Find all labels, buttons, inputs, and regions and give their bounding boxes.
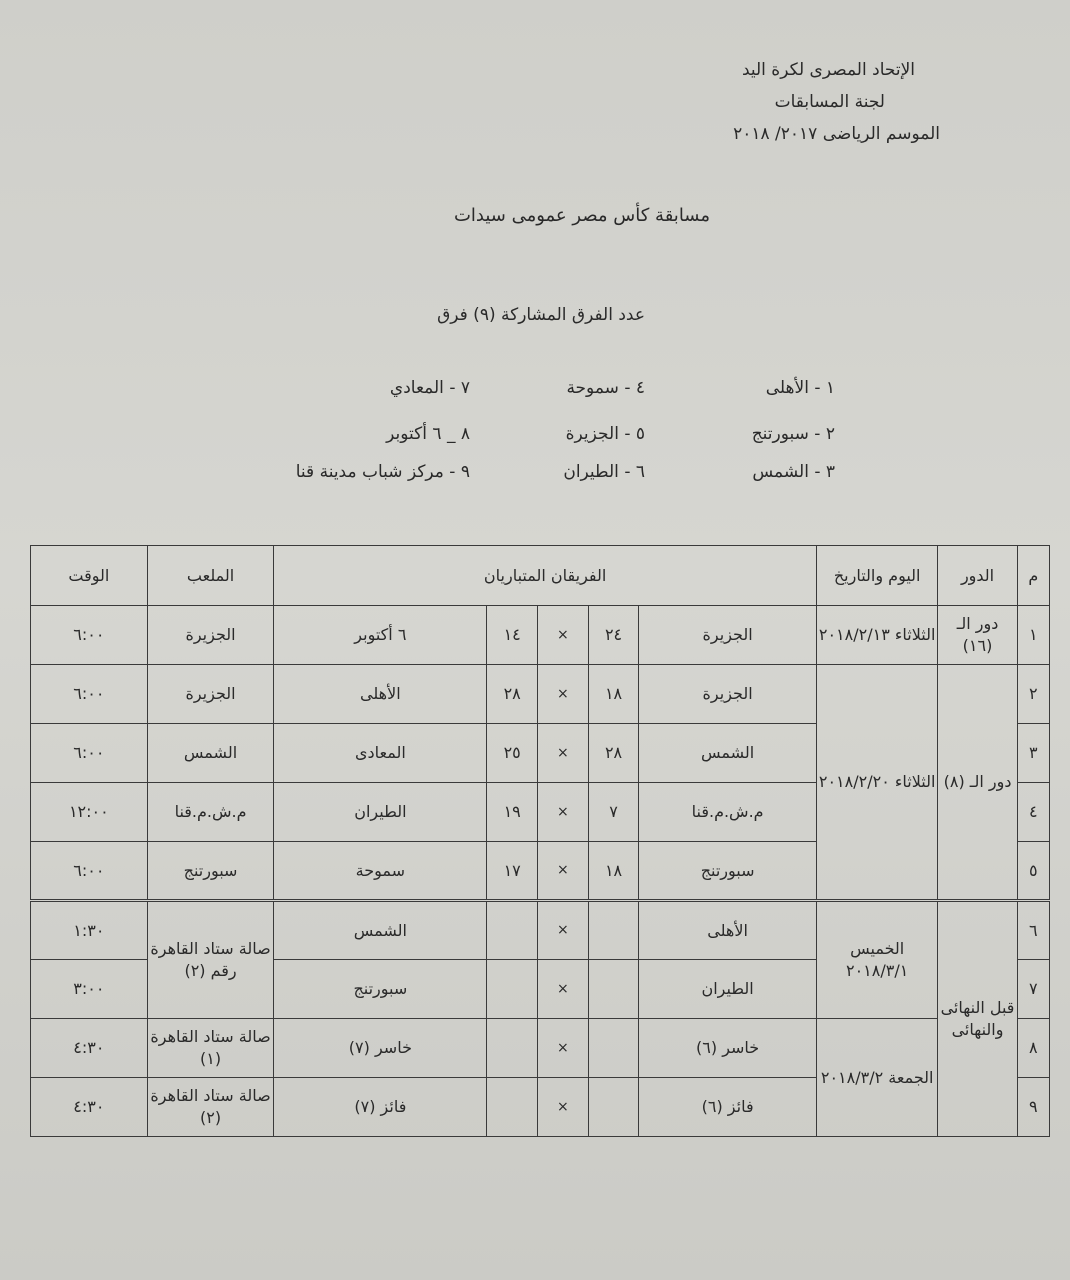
team-item: ٥ - الجزيرة xyxy=(565,424,645,444)
cell-score1 xyxy=(588,960,639,1019)
cell-time: ١:٣٠ xyxy=(31,901,148,960)
teams-count: عدد الفرق المشاركة (٩) فرق xyxy=(437,305,645,325)
cell-score1: ٧ xyxy=(588,783,639,842)
cell-team1: م.ش.م.قنا xyxy=(639,783,816,842)
cell-time: ٦:٠٠ xyxy=(31,665,148,724)
cell-vs: × xyxy=(538,901,589,960)
cell-num: ٤ xyxy=(1017,783,1049,842)
cell-venue: الجزيرة xyxy=(147,665,274,724)
header-venue: الملعب xyxy=(147,546,274,606)
cell-team1: فائز (٦) xyxy=(639,1078,816,1137)
cell-score2: ١٧ xyxy=(487,842,538,901)
cell-team2: الأهلى xyxy=(274,665,487,724)
table-row xyxy=(31,1019,1050,1078)
cell-score1: ٢٤ xyxy=(588,606,639,665)
cell-venue: صالة ستاد القاهرة رقم (٢) xyxy=(147,901,274,1019)
cell-time: ٤:٣٠ xyxy=(31,1078,148,1137)
federation-name: الإتحاد المصرى لكرة اليد xyxy=(741,60,915,80)
header-round: الدور xyxy=(938,546,1017,606)
cell-team2: سبورتنج xyxy=(274,960,487,1019)
cell-vs: × xyxy=(538,665,589,724)
team-item: ٧ - المعادي xyxy=(389,378,470,398)
team-item: ١ - الأهلى xyxy=(765,378,835,398)
cell-venue: الجزيرة xyxy=(147,606,274,665)
cell-vs: × xyxy=(538,1078,589,1137)
cell-num: ٩ xyxy=(1017,1078,1049,1137)
header-num: م xyxy=(1017,546,1049,606)
cell-team1: سبورتنج xyxy=(639,842,816,901)
cell-score2: ٢٥ xyxy=(487,724,538,783)
committee-name: لجنة المسابقات xyxy=(774,92,885,112)
cell-venue: م.ش.م.قنا xyxy=(147,783,274,842)
cell-score1 xyxy=(588,1078,639,1137)
cell-team1: خاسر (٦) xyxy=(639,1019,816,1078)
cell-time: ٣:٠٠ xyxy=(31,960,148,1019)
header-date: اليوم والتاريخ xyxy=(816,546,938,606)
cell-time: ٦:٠٠ xyxy=(31,842,148,901)
cell-num: ٧ xyxy=(1017,960,1049,1019)
cell-team2: فائز (٧) xyxy=(274,1078,487,1137)
cell-score2 xyxy=(487,1019,538,1078)
cell-score1: ١٨ xyxy=(588,665,639,724)
cell-venue: الشمس xyxy=(147,724,274,783)
cell-team1: الشمس xyxy=(639,724,816,783)
cell-score1 xyxy=(588,1019,639,1078)
cell-num: ٢ xyxy=(1017,665,1049,724)
cell-vs: × xyxy=(538,783,589,842)
team-item: ٤ - سموحة xyxy=(566,378,645,398)
cell-score2 xyxy=(487,1078,538,1137)
cell-score2 xyxy=(487,901,538,960)
header-time: الوقت xyxy=(31,546,148,606)
table-row xyxy=(31,606,1050,665)
cell-round: قبل النهائى والنهائى xyxy=(938,901,1017,1137)
cell-vs: × xyxy=(538,724,589,783)
schedule-table xyxy=(30,545,1050,1137)
cell-num: ٣ xyxy=(1017,724,1049,783)
cell-team1: الجزيرة xyxy=(639,606,816,665)
team-item: ٣ - الشمس xyxy=(752,462,835,482)
cell-time: ٦:٠٠ xyxy=(31,606,148,665)
competition-title: مسابقة كأس مصر عمومى سيدات xyxy=(453,205,710,226)
cell-time: ٦:٠٠ xyxy=(31,724,148,783)
cell-vs: × xyxy=(538,606,589,665)
team-item: ٩ - مركز شباب مدينة قنا xyxy=(295,462,470,482)
cell-team1: الجزيرة xyxy=(639,665,816,724)
cell-time: ٤:٣٠ xyxy=(31,1019,148,1078)
cell-num: ٦ xyxy=(1017,901,1049,960)
cell-num: ١ xyxy=(1017,606,1049,665)
cell-vs: × xyxy=(538,960,589,1019)
cell-time: ١٢:٠٠ xyxy=(31,783,148,842)
cell-team1: الأهلى xyxy=(639,901,816,960)
cell-team1: الطيران xyxy=(639,960,816,1019)
cell-vs: × xyxy=(538,1019,589,1078)
table-row xyxy=(31,901,1050,960)
season-label: الموسم الرياضى ٢٠١٧/ ٢٠١٨ xyxy=(733,124,940,144)
cell-venue: صالة ستاد القاهرة (١) xyxy=(147,1019,274,1078)
cell-date: الثلاثاء ٢٠١٨/٢/١٣ xyxy=(816,606,938,665)
teams-list xyxy=(0,378,1070,488)
cell-score2: ٢٨ xyxy=(487,665,538,724)
table-row xyxy=(31,665,1050,724)
team-item: ٦ - الطيران xyxy=(563,462,645,482)
cell-num: ٥ xyxy=(1017,842,1049,901)
cell-score2 xyxy=(487,960,538,1019)
cell-num: ٨ xyxy=(1017,1019,1049,1078)
cell-team2: الطيران xyxy=(274,783,487,842)
cell-vs: × xyxy=(538,842,589,901)
cell-team2: المعادى xyxy=(274,724,487,783)
cell-score1: ١٨ xyxy=(588,842,639,901)
table-header-row xyxy=(31,546,1050,606)
cell-team2: سموحة xyxy=(274,842,487,901)
team-item: ٨ _ ٦ أكتوبر xyxy=(386,424,470,444)
cell-round: دور الـ (٨) xyxy=(938,665,1017,901)
cell-score2: ١٤ xyxy=(487,606,538,665)
cell-venue: صالة ستاد القاهرة (٢) xyxy=(147,1078,274,1137)
cell-score1 xyxy=(588,901,639,960)
cell-date: الخميس ٢٠١٨/٣/١ xyxy=(816,901,938,1019)
header-teams: الفريقان المتباريان xyxy=(274,546,816,606)
cell-score1: ٢٨ xyxy=(588,724,639,783)
cell-round: دور الـ (١٦) xyxy=(938,606,1017,665)
cell-team2: الشمس xyxy=(274,901,487,960)
team-item: ٢ - سبورتنج xyxy=(751,424,835,444)
cell-score2: ١٩ xyxy=(487,783,538,842)
cell-date: الثلاثاء ٢٠١٨/٢/٢٠ xyxy=(816,665,938,901)
cell-venue: سبورتنج xyxy=(147,842,274,901)
cell-date: الجمعة ٢٠١٨/٣/٢ xyxy=(816,1019,938,1137)
cell-team2: خاسر (٧) xyxy=(274,1019,487,1078)
cell-team2: ٦ أكتوبر xyxy=(274,606,487,665)
